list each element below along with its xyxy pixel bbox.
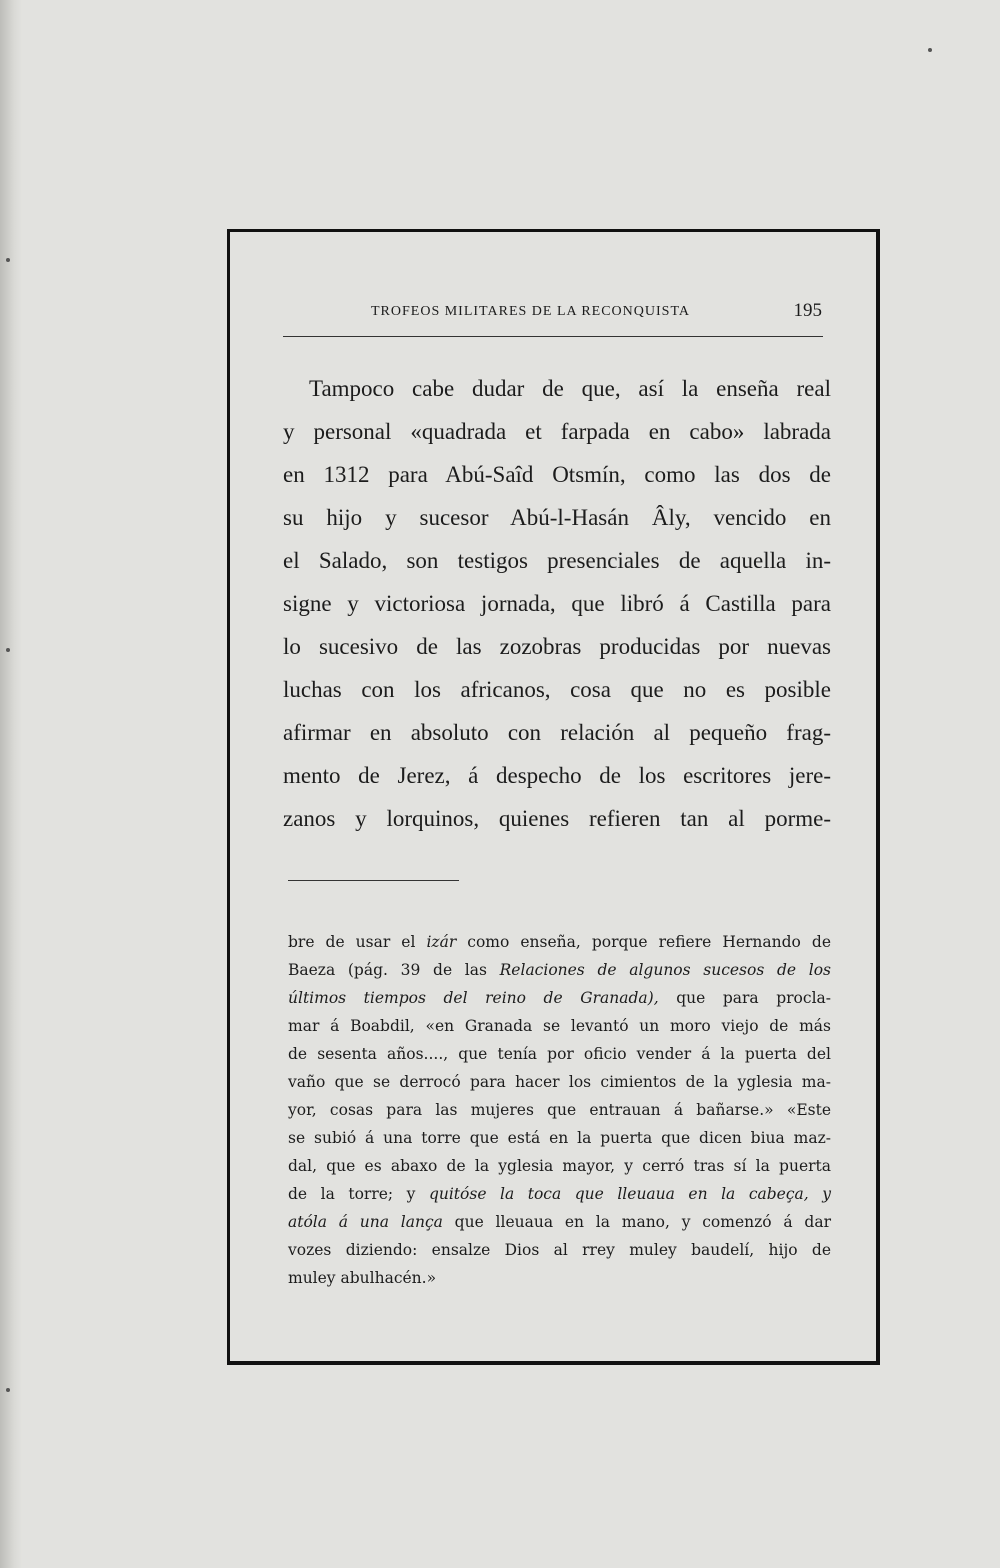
footnote-line: se subió á una torre que está en la puerta que dicen biua maz- xyxy=(288,1129,831,1147)
footnote-line: de la torre; y quitóse la toca que lleuaua en la cabeça, y xyxy=(288,1185,831,1203)
paper-speck xyxy=(6,1388,10,1392)
body-line: su hijo y sucesor Abú-l-Hasán Âly, vencido en xyxy=(283,505,831,530)
footnote-line: de sesenta años...., que tenía por oficio vender á la puerta del xyxy=(288,1045,831,1063)
body-line: zanos y lorquinos, quienes refieren tan al porme- xyxy=(283,806,831,831)
footnote-line: bre de usar el izár como enseña, porque refiere Hernando de xyxy=(288,933,832,951)
footnote-line: yor, cosas para las mujeres que entrauan á bañarse.» «Este xyxy=(288,1101,831,1119)
footnote-divider xyxy=(288,880,459,881)
page-number: 195 xyxy=(793,300,822,321)
footnote-line: atóla á una lança que lleuaua en la mano, y comenzó á dar xyxy=(288,1213,831,1231)
page-header xyxy=(283,302,825,322)
paper-speck xyxy=(928,48,932,52)
body-line: mento de Jerez, á despecho de los escritores jere- xyxy=(283,763,831,788)
body-line: en 1312 para Abú-Saîd Otsmín, como las dos de xyxy=(283,462,831,487)
body-line: luchas con los africanos, cosa que no es posible xyxy=(283,677,831,702)
body-line: el Salado, son testigos presenciales de aquella in- xyxy=(283,548,831,573)
footnote-line: vaño que se derrocó para hacer los cimientos de la yglesia ma- xyxy=(288,1073,831,1091)
body-line: signe y victoriosa jornada, que libró á Castilla para xyxy=(283,591,831,616)
footnote-line: muley abulhacén.» xyxy=(288,1269,437,1287)
page-frame xyxy=(227,229,880,1365)
footnote-line: dal, que es abaxo de la yglesia mayor, y cerró tras sí la puerta xyxy=(288,1157,831,1175)
paper-speck xyxy=(6,648,10,652)
paper-speck xyxy=(6,258,10,262)
footnote-line: vozes diziendo: ensalze Dios al rrey muley baudelí, hijo de xyxy=(288,1241,831,1259)
book-spine-shadow xyxy=(0,0,22,1568)
body-line: Tampoco cabe dudar de que, así la enseña real xyxy=(309,376,831,401)
running-title: TROFEOS MILITARES DE LA RECONQUISTA xyxy=(371,304,690,319)
footnote-line: últimos tiempos del reino de Granada), que para procla- xyxy=(288,989,832,1007)
main-paragraph xyxy=(283,367,831,840)
header-divider xyxy=(283,336,823,337)
footnote-block xyxy=(288,928,831,1292)
footnote-line: Baeza (pág. 39 de las Relaciones de algunos sucesos de los xyxy=(288,961,831,979)
body-line: lo sucesivo de las zozobras producidas por nuevas xyxy=(283,634,831,659)
body-line: y personal «quadrada et farpada en cabo» labrada xyxy=(283,419,831,444)
footnote-line: mar á Boabdil, «en Granada se levantó un moro viejo de más xyxy=(288,1017,831,1035)
body-line: afirmar en absoluto con relación al pequeño frag- xyxy=(283,720,831,745)
